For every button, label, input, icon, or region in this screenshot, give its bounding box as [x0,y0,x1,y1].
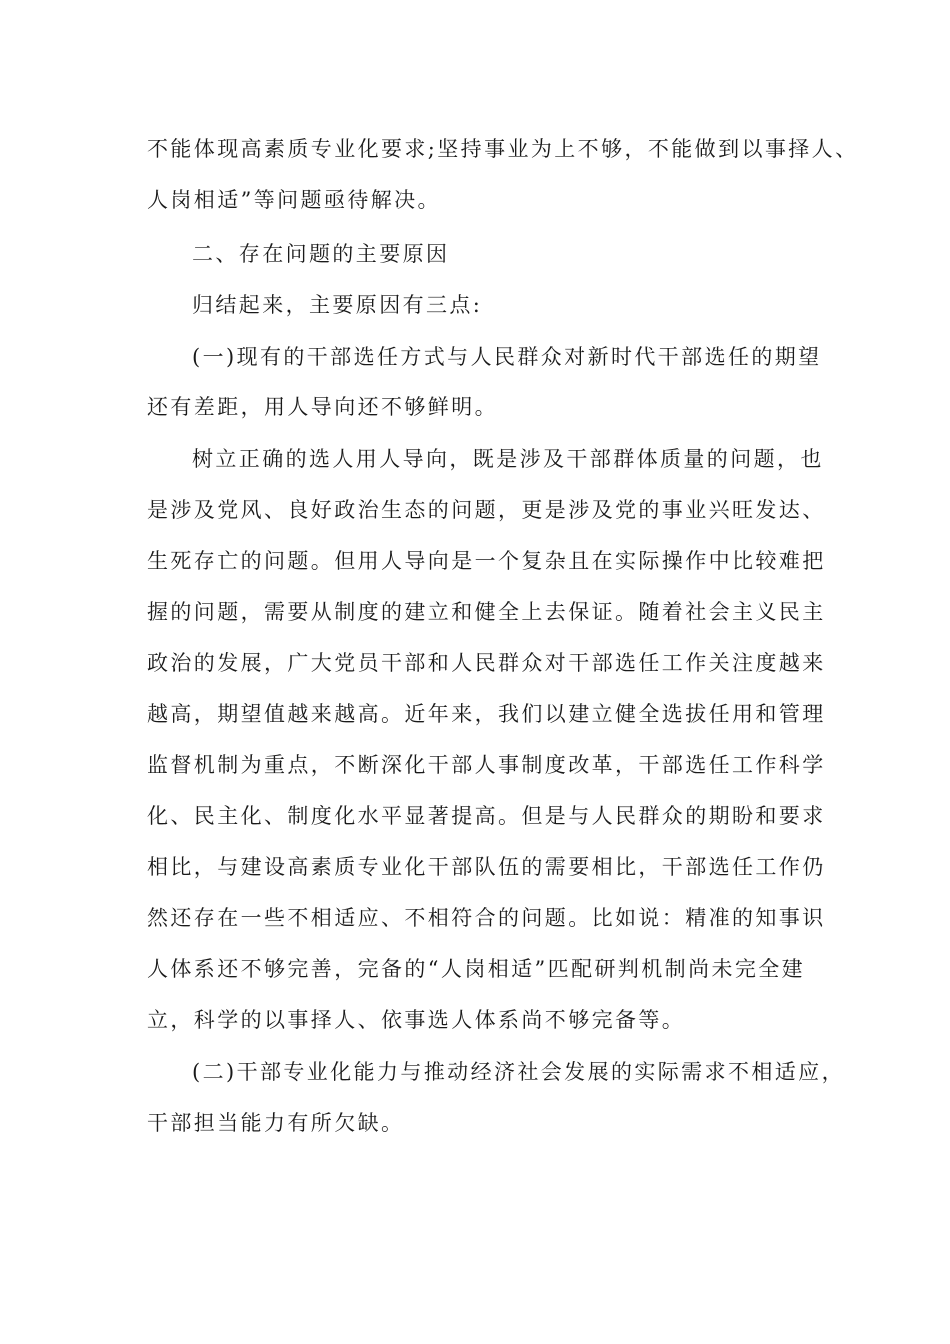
paragraph-line: 归结起来，主要原因有三点: [192,293,483,317]
paragraph-line: 树立正确的选人用人导向，既是涉及干部群体质量的问题，也 [192,447,824,471]
section-heading: 二、存在问题的主要原因 [192,242,450,266]
paragraph-line: 相比，与建设高素质专业化干部队伍的需要相比，干部选任工作仍 [147,855,826,879]
paragraph-line: 监督机制为重点，不断深化干部人事制度改革，干部选任工作科学 [147,753,826,777]
paragraph-line: 然还存在一些不相适应、不相符合的问题。比如说：精准的知事识 [147,906,826,930]
paragraph-line: 政治的发展，广大党员干部和人民群众对干部选任工作关注度越来 [147,651,826,675]
paragraph-line: 人岗相适”等问题亟待解决。 [147,188,441,212]
paragraph-line: 生死存亡的问题。但用人导向是一个复杂且在实际操作中比较难把 [147,549,826,573]
paragraph-line: 握的问题，需要从制度的建立和健全上去保证。随着社会主义民主 [147,600,826,624]
paragraph-line: 不能体现高素质专业化要求;坚持事业为上不够，不能做到以事择人、 [147,137,859,161]
paragraph-line: 越高，期望值越来越高。近年来，我们以建立健全选拔任用和管理 [147,702,826,726]
subsection-heading: (二)干部专业化能力与推动经济社会发展的实际需求不相适应， [192,1060,845,1084]
subsection-heading-continued: 干部担当能力有所欠缺。 [147,1111,405,1135]
paragraph-line: 立，科学的以事择人、依事选人体系尚不够完备等。 [147,1008,686,1032]
subsection-heading: (一)现有的干部选任方式与人民群众对新时代干部选任的期望 [192,345,822,369]
subsection-heading-continued: 还有差距，用人导向还不够鲜明。 [147,395,498,419]
paragraph-line: 是涉及党风、良好政治生态的问题，更是涉及党的事业兴旺发达、 [147,498,826,522]
paragraph-line: 化、民主化、制度化水平显著提高。但是与人民群众的期盼和要求 [147,804,826,828]
paragraph-line: 人体系还不够完善，完备的“人岗相适”匹配研判机制尚未完全建 [147,957,806,981]
